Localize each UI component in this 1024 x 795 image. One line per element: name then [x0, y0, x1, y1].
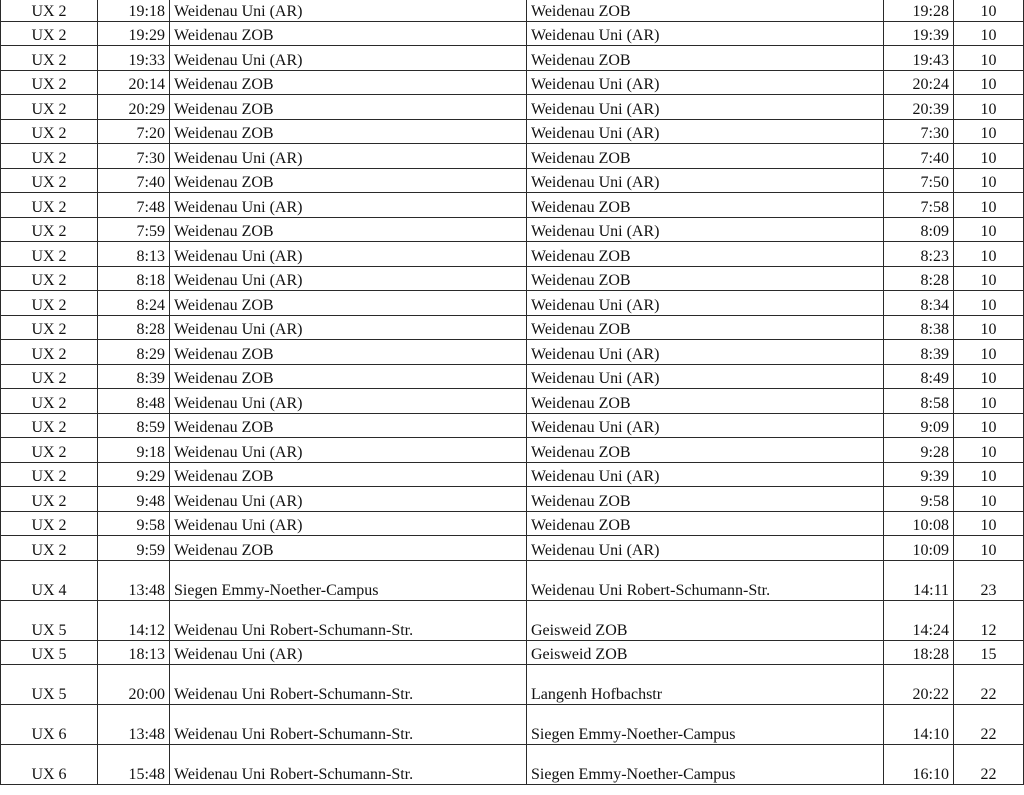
duration-cell: 10: [954, 364, 1024, 389]
duration-cell: 10: [954, 193, 1024, 218]
departure-time-cell: 9:18: [98, 438, 170, 463]
line-cell: UX 4: [1, 560, 98, 600]
origin-stop-cell: Weidenau Uni (AR): [170, 315, 527, 340]
arrival-time-cell: 19:28: [884, 0, 954, 21]
destination-stop-cell: Weidenau ZOB: [527, 487, 884, 512]
origin-stop-cell: Weidenau Uni (AR): [170, 640, 527, 665]
line-cell: UX 2: [1, 389, 98, 414]
arrival-time-cell: 18:28: [884, 640, 954, 665]
table-row: [1, 291, 1024, 316]
table-row: [1, 193, 1024, 218]
line-cell: UX 2: [1, 266, 98, 291]
departure-time-cell: 19:29: [98, 21, 170, 46]
arrival-time-cell: 14:24: [884, 600, 954, 640]
departure-time-cell: 8:29: [98, 340, 170, 365]
table-row: [1, 364, 1024, 389]
arrival-time-cell: 9:28: [884, 438, 954, 463]
duration-cell: 10: [954, 144, 1024, 169]
origin-stop-cell: Weidenau ZOB: [170, 364, 527, 389]
origin-stop-cell: Weidenau Uni (AR): [170, 46, 527, 71]
origin-stop-cell: Weidenau ZOB: [170, 536, 527, 561]
duration-cell: 22: [954, 665, 1024, 705]
line-cell: UX 5: [1, 600, 98, 640]
duration-cell: 10: [954, 21, 1024, 46]
arrival-time-cell: 8:38: [884, 315, 954, 340]
departure-time-cell: 8:39: [98, 364, 170, 389]
duration-cell: 10: [954, 462, 1024, 487]
origin-stop-cell: Weidenau Uni (AR): [170, 193, 527, 218]
destination-stop-cell: Weidenau ZOB: [527, 144, 884, 169]
line-cell: UX 6: [1, 745, 98, 785]
arrival-time-cell: 14:11: [884, 560, 954, 600]
origin-stop-cell: Weidenau Uni (AR): [170, 511, 527, 536]
table-row: [1, 315, 1024, 340]
origin-stop-cell: Weidenau ZOB: [170, 95, 527, 120]
table-row: [1, 0, 1024, 21]
line-cell: UX 2: [1, 168, 98, 193]
stop-name: Siegen Emmy-Noether-Campus: [531, 726, 736, 743]
departure-time-cell: 18:13: [98, 640, 170, 665]
table-row: [1, 340, 1024, 365]
arrival-time-cell: 9:09: [884, 413, 954, 438]
duration-cell: 10: [954, 46, 1024, 71]
origin-stop-cell: Weidenau Uni (AR): [170, 438, 527, 463]
duration-cell: 15: [954, 640, 1024, 665]
destination-stop-cell: [527, 705, 884, 745]
line-cell: UX 5: [1, 640, 98, 665]
table-row: [1, 168, 1024, 193]
table-row: [1, 462, 1024, 487]
table-row: [1, 95, 1024, 120]
arrival-time-cell: 7:30: [884, 119, 954, 144]
arrival-time-cell: 9:58: [884, 487, 954, 512]
departure-time-cell: 7:30: [98, 144, 170, 169]
duration-cell: 10: [954, 168, 1024, 193]
arrival-time-cell: 8:49: [884, 364, 954, 389]
line-cell: UX 5: [1, 665, 98, 705]
table-row: [1, 438, 1024, 463]
departure-time-cell: 8:18: [98, 266, 170, 291]
duration-cell: 10: [954, 536, 1024, 561]
departure-time-cell: 8:24: [98, 291, 170, 316]
origin-stop-cell: Weidenau Uni (AR): [170, 0, 527, 21]
departure-time-cell: 9:59: [98, 536, 170, 561]
departure-time-cell: 13:48: [98, 560, 170, 600]
table-row: [1, 640, 1024, 665]
arrival-time-cell: 10:08: [884, 511, 954, 536]
stop-name: Langenh Hofbachstr: [531, 686, 663, 703]
destination-stop-cell: Weidenau Uni (AR): [527, 536, 884, 561]
destination-stop-cell: [527, 745, 884, 785]
table-row: [1, 266, 1024, 291]
table-row: [1, 144, 1024, 169]
arrival-time-cell: 7:40: [884, 144, 954, 169]
origin-stop-cell: Weidenau ZOB: [170, 168, 527, 193]
departure-time-cell: 9:29: [98, 462, 170, 487]
departure-time-cell: 7:59: [98, 217, 170, 242]
duration-cell: 10: [954, 0, 1024, 21]
origin-stop-cell: Weidenau ZOB: [170, 340, 527, 365]
stop-name: Weidenau Uni Robert-Schumann-Str.: [174, 686, 414, 703]
duration-cell: 22: [954, 745, 1024, 785]
stop-name: Weidenau Uni Robert-Schumann-Str.: [174, 621, 414, 639]
departure-time-cell: 8:48: [98, 389, 170, 414]
arrival-time-cell: 8:23: [884, 242, 954, 267]
stop-name: Weidenau Uni Robert-Schumann-Str.: [174, 766, 414, 783]
origin-stop-cell: Weidenau ZOB: [170, 21, 527, 46]
origin-stop-cell: [170, 665, 527, 705]
departure-time-cell: 20:29: [98, 95, 170, 120]
arrival-time-cell: 8:39: [884, 340, 954, 365]
origin-stop-cell: [170, 745, 527, 785]
stop-name: Weidenau Uni Robert-Schumann-Str.: [531, 581, 771, 599]
table-row: [1, 242, 1024, 267]
origin-stop-cell: Weidenau Uni (AR): [170, 487, 527, 512]
line-cell: UX 2: [1, 0, 98, 21]
arrival-time-cell: 8:34: [884, 291, 954, 316]
duration-cell: 10: [954, 70, 1024, 95]
departure-time-cell: 20:14: [98, 70, 170, 95]
duration-cell: 10: [954, 413, 1024, 438]
arrival-time-cell: 8:09: [884, 217, 954, 242]
stop-name: Geisweid ZOB: [531, 621, 628, 639]
destination-stop-cell: Weidenau Uni (AR): [527, 217, 884, 242]
destination-stop-cell: Weidenau ZOB: [527, 46, 884, 71]
arrival-time-cell: 19:43: [884, 46, 954, 71]
destination-stop-cell: [527, 665, 884, 705]
destination-stop-cell: Weidenau Uni (AR): [527, 413, 884, 438]
line-cell: UX 2: [1, 21, 98, 46]
destination-stop-cell: Weidenau Uni (AR): [527, 291, 884, 316]
destination-stop-cell: Weidenau Uni (AR): [527, 340, 884, 365]
destination-stop-cell: Weidenau Uni (AR): [527, 21, 884, 46]
destination-stop-cell: Geisweid ZOB: [527, 640, 884, 665]
destination-stop-cell: Weidenau ZOB: [527, 266, 884, 291]
line-cell: UX 2: [1, 364, 98, 389]
line-cell: UX 2: [1, 536, 98, 561]
table-row: [1, 389, 1024, 414]
duration-cell: 10: [954, 511, 1024, 536]
departure-time-cell: 19:18: [98, 0, 170, 21]
line-cell: UX 2: [1, 217, 98, 242]
destination-stop-cell: Weidenau ZOB: [527, 242, 884, 267]
destination-stop-cell: Weidenau ZOB: [527, 438, 884, 463]
origin-stop-cell: [170, 705, 527, 745]
destination-stop-cell: Weidenau ZOB: [527, 389, 884, 414]
origin-stop-cell: [170, 560, 527, 600]
table-row: [1, 217, 1024, 242]
table-row: [1, 487, 1024, 512]
line-cell: UX 2: [1, 462, 98, 487]
origin-stop-cell: Weidenau Uni (AR): [170, 389, 527, 414]
line-cell: UX 2: [1, 119, 98, 144]
destination-stop-cell: Weidenau ZOB: [527, 193, 884, 218]
departure-time-cell: 7:40: [98, 168, 170, 193]
arrival-time-cell: 19:39: [884, 21, 954, 46]
arrival-time-cell: 20:22: [884, 665, 954, 705]
table-row: [1, 511, 1024, 536]
line-cell: UX 2: [1, 413, 98, 438]
destination-stop-cell: Weidenau Uni (AR): [527, 70, 884, 95]
duration-cell: 10: [954, 119, 1024, 144]
timetable-body: [1, 0, 1024, 785]
table-row: [1, 413, 1024, 438]
table-row: [1, 705, 1024, 745]
destination-stop-cell: Weidenau ZOB: [527, 511, 884, 536]
departure-time-cell: 14:12: [98, 600, 170, 640]
table-row: [1, 745, 1024, 785]
line-cell: UX 2: [1, 242, 98, 267]
duration-cell: 10: [954, 266, 1024, 291]
line-cell: UX 2: [1, 438, 98, 463]
line-cell: UX 2: [1, 46, 98, 71]
departure-time-cell: 13:48: [98, 705, 170, 745]
departure-time-cell: 7:48: [98, 193, 170, 218]
arrival-time-cell: 20:39: [884, 95, 954, 120]
table-row: [1, 665, 1024, 705]
stop-name: Siegen Emmy-Noether-Campus: [174, 581, 379, 599]
line-cell: UX 2: [1, 487, 98, 512]
departure-time-cell: 20:00: [98, 665, 170, 705]
origin-stop-cell: Weidenau ZOB: [170, 70, 527, 95]
arrival-time-cell: 9:39: [884, 462, 954, 487]
departure-time-cell: 8:13: [98, 242, 170, 267]
table-row: [1, 70, 1024, 95]
duration-cell: 10: [954, 242, 1024, 267]
origin-stop-cell: Weidenau ZOB: [170, 119, 527, 144]
destination-stop-cell: [527, 560, 884, 600]
destination-stop-cell: Weidenau ZOB: [527, 0, 884, 21]
origin-stop-cell: Weidenau ZOB: [170, 462, 527, 487]
duration-cell: 10: [954, 95, 1024, 120]
origin-stop-cell: Weidenau Uni (AR): [170, 144, 527, 169]
stop-name: Siegen Emmy-Noether-Campus: [531, 766, 736, 783]
origin-stop-cell: Weidenau Uni (AR): [170, 242, 527, 267]
arrival-time-cell: 8:28: [884, 266, 954, 291]
line-cell: UX 2: [1, 340, 98, 365]
destination-stop-cell: Weidenau Uni (AR): [527, 168, 884, 193]
departure-time-cell: 9:58: [98, 511, 170, 536]
departure-time-cell: 15:48: [98, 745, 170, 785]
arrival-time-cell: 20:24: [884, 70, 954, 95]
duration-cell: 10: [954, 217, 1024, 242]
duration-cell: 10: [954, 291, 1024, 316]
stop-name: Weidenau Uni Robert-Schumann-Str.: [174, 726, 414, 743]
destination-stop-cell: Weidenau Uni (AR): [527, 119, 884, 144]
table-row: [1, 119, 1024, 144]
departure-time-cell: 9:48: [98, 487, 170, 512]
line-cell: UX 2: [1, 315, 98, 340]
origin-stop-cell: Weidenau ZOB: [170, 291, 527, 316]
arrival-time-cell: 10:09: [884, 536, 954, 561]
departure-time-cell: 8:59: [98, 413, 170, 438]
table-row: [1, 46, 1024, 71]
origin-stop-cell: Weidenau ZOB: [170, 217, 527, 242]
line-cell: UX 2: [1, 70, 98, 95]
destination-stop-cell: [527, 600, 884, 640]
duration-cell: 12: [954, 600, 1024, 640]
destination-stop-cell: Weidenau ZOB: [527, 315, 884, 340]
duration-cell: 10: [954, 340, 1024, 365]
duration-cell: 10: [954, 389, 1024, 414]
table-row: [1, 21, 1024, 46]
line-cell: UX 6: [1, 705, 98, 745]
line-cell: UX 2: [1, 291, 98, 316]
destination-stop-cell: Weidenau Uni (AR): [527, 95, 884, 120]
table-row: [1, 600, 1024, 640]
line-cell: UX 2: [1, 144, 98, 169]
table-row: [1, 560, 1024, 600]
departure-time-cell: 8:28: [98, 315, 170, 340]
duration-cell: 23: [954, 560, 1024, 600]
arrival-time-cell: 14:10: [884, 705, 954, 745]
departure-time-cell: 19:33: [98, 46, 170, 71]
origin-stop-cell: Weidenau ZOB: [170, 413, 527, 438]
line-cell: UX 2: [1, 511, 98, 536]
table-row: [1, 536, 1024, 561]
destination-stop-cell: Weidenau Uni (AR): [527, 462, 884, 487]
arrival-time-cell: 16:10: [884, 745, 954, 785]
duration-cell: 22: [954, 705, 1024, 745]
arrival-time-cell: 7:50: [884, 168, 954, 193]
arrival-time-cell: 8:58: [884, 389, 954, 414]
duration-cell: 10: [954, 315, 1024, 340]
line-cell: UX 2: [1, 95, 98, 120]
departure-time-cell: 7:20: [98, 119, 170, 144]
origin-stop-cell: [170, 600, 527, 640]
origin-stop-cell: Weidenau Uni (AR): [170, 266, 527, 291]
line-cell: UX 2: [1, 193, 98, 218]
arrival-time-cell: 7:58: [884, 193, 954, 218]
duration-cell: 10: [954, 438, 1024, 463]
destination-stop-cell: Weidenau Uni (AR): [527, 364, 884, 389]
duration-cell: 10: [954, 487, 1024, 512]
